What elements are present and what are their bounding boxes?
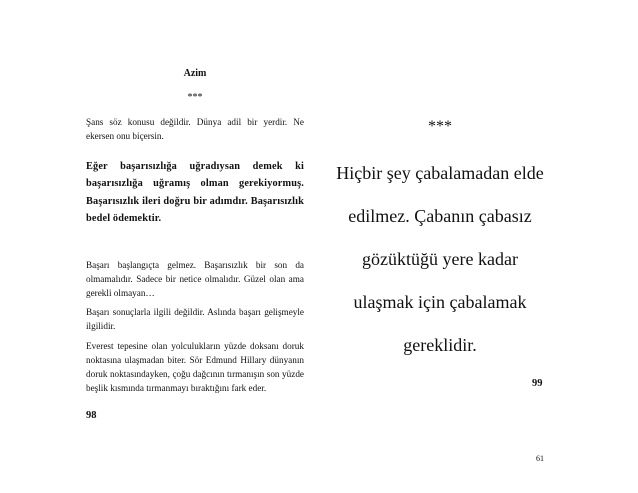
quote-line-1: Hiçbir şey çabalamadan elde [336,163,544,183]
section-separator: *** [187,92,203,103]
paragraph-everest: Everest tepesine olan yolculukların yüzde doksanı doruk noktasına ulaşmadan biter. Sör Edmund Hillary dünyanın doruk noktasındayken, çoğu dağcının tırmanışın son yüzde beşlik kısmında tırmanmayı bıraktığını fark eder. [86,341,304,393]
chapter-title: Azim [183,68,207,79]
paragraph-luck: Şans söz konusu değildir. Dünya adil bir yerdir. Ne ekersen onu biçersin. [86,117,304,141]
paragraph-success-growth: Başarı sonuçlarla ilgili değildir. Aslında başarı gelişmeyle ilgilidir. [86,307,304,331]
right-separator: *** [428,118,452,135]
right-page-number: 99 [532,378,543,389]
bold-quote-failure: Eğer başarısızlığa uğradıysan demek ki başarısızlığa uğramış olman gerekiyormuş. Başarısızlık ileri doğru bir adımdır. Başarısızlık bedel ödemektir. [86,161,304,224]
quote-line-3: gözüktüğü yere kadar [362,249,518,269]
quote-line-4: ulaşmak için çabalamak [353,292,527,312]
slide-number: 61 [536,454,544,463]
quote-line-5: gereklidir. [403,335,477,355]
quote-line-2: edilmez. Çabanın çabasız [348,206,532,226]
paragraph-success-start: Başarı başlangıçta gelmez. Başarısızlık bir son da olmamalıdır. Sadece bir netice olmalıdır. Güzel olan ama gerekli olmayan… [86,260,304,298]
left-page-number: 98 [86,410,97,421]
